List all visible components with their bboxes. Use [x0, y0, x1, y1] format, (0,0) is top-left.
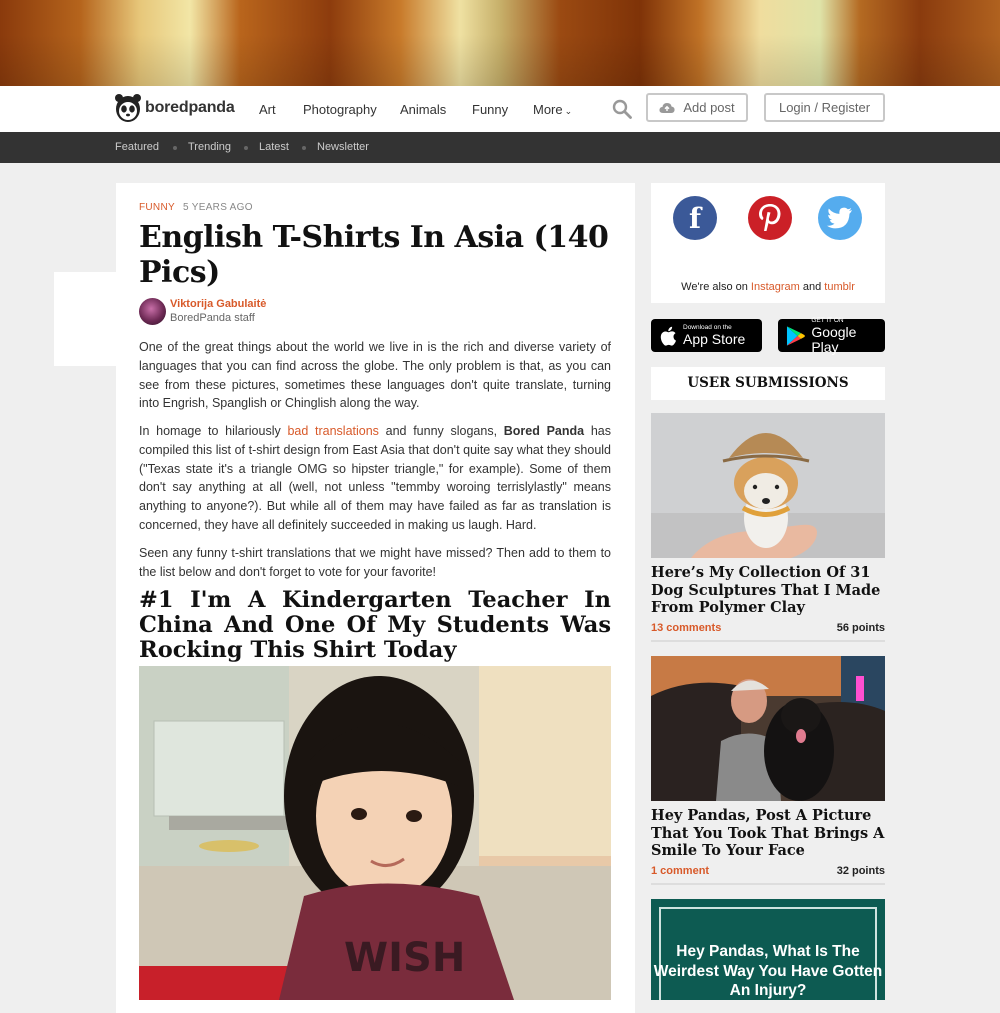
google-play-icon [786, 325, 805, 347]
pinterest-icon[interactable] [748, 196, 792, 240]
p2-text-c: has compiled this list of t-shirt design from East Asia that don't quite say what they should ("Texas state it's a triangle OMG so hipster triangle," for example). Some of them don't say anything at all (well, not unless "temmby woroing terrislylastly" means anything to anyone?). But while all of them may have failed as far as translation is concerned, they have all definitely succeeded in making us laugh. Hard. [139, 424, 611, 532]
subnav-newsletter[interactable]: Newsletter [317, 141, 369, 153]
app-store-button[interactable] [651, 319, 762, 352]
nav-more[interactable] [533, 102, 572, 117]
nav-art[interactable]: Art [259, 102, 276, 117]
article-title: English T-Shirts In Asia (140 Pics) [139, 220, 609, 290]
app-store-text [683, 324, 745, 347]
submission-title[interactable]: Here’s My Collection Of 31 Dog Sculptures That I Made From Polymer Clay [651, 564, 881, 616]
submission-points: 32 points [836, 865, 885, 877]
twitter-bird-icon [827, 207, 853, 229]
site-logo[interactable] [115, 93, 235, 123]
logo-text: boredpanda [145, 99, 235, 116]
nav-more-label: More [533, 102, 563, 117]
nav-photography[interactable]: Photography [303, 102, 377, 117]
search-icon[interactable] [612, 99, 632, 119]
instagram-link[interactable]: Instagram [750, 281, 800, 293]
subnav-latest[interactable]: Latest [259, 141, 289, 153]
author-avatar[interactable] [139, 298, 166, 325]
app-store-big-label: App Store [683, 331, 746, 347]
panda-logo-icon [115, 93, 141, 123]
intro-paragraph-3: Seen any funny t-shirt translations that we might have missed? Then add to them to the list below and don't forget to vote for your favorite! [139, 546, 611, 579]
and-label: and [799, 281, 825, 293]
list-item-title: #1 I'm A Kindergarten Teacher In China And One Of My Students Was Rocking This Shirt Today [139, 587, 611, 663]
top-banner-image [0, 0, 1000, 86]
app-store-small-label: Download on the [683, 324, 732, 331]
google-play-big-label: Google Play [811, 323, 857, 355]
submission-title[interactable]: Hey Pandas, Post A Picture That You Took That Brings A Smile To Your Face [651, 807, 885, 859]
nav-funny[interactable]: Funny [472, 102, 509, 117]
author-role: BoredPanda staff [170, 312, 255, 324]
user-submissions-heading: USER SUBMISSIONS [651, 367, 885, 400]
nav-animals[interactable]: Animals [400, 102, 447, 117]
subnav-separator [244, 146, 248, 150]
facebook-icon[interactable]: f [673, 196, 717, 240]
upload-cloud-icon [659, 102, 675, 114]
p2-text-a: In homage to hilariously [139, 424, 288, 438]
card-divider [651, 640, 885, 642]
submission-points: 56 points [836, 622, 885, 634]
add-post-button[interactable] [646, 93, 748, 122]
p2-text-b: and funny slogans, [378, 424, 504, 438]
google-play-small-label: GET IT ON [811, 316, 844, 324]
list-item-photo[interactable] [139, 666, 611, 1000]
apple-icon [659, 326, 677, 346]
subnav-separator [173, 146, 177, 150]
p2-bold-brand: Bored Panda [503, 424, 585, 438]
submission-comments[interactable]: 13 comments [651, 622, 722, 634]
intro-paragraph-1: One of the great things about the world we live in is the rich and diverse variety of languages that you can find across the globe. The only problem is that, as you can see from these pictures, sometimes these languages don't quite translate, turning into Engrish, Spanglish or Chinglish along the way. [139, 340, 611, 411]
post-age: 5 YEARS AGO [183, 202, 253, 213]
author-name[interactable]: Viktorija Gabulaitė [170, 298, 267, 310]
girl-photo-illustration [139, 666, 611, 1000]
add-post-label: Add post [683, 100, 735, 115]
login-register-button[interactable]: Login / Register [764, 93, 885, 122]
bad-translations-link[interactable]: bad translations [287, 424, 379, 438]
subnav-featured[interactable]: Featured [115, 141, 160, 153]
tumblr-link[interactable]: tumblr [824, 281, 855, 293]
google-play-button[interactable] [778, 316, 885, 355]
shirt-print-text: WISH [344, 935, 466, 981]
dog-sculpture-illustration [651, 413, 885, 558]
side-share-panel [54, 272, 116, 366]
card-divider [651, 883, 885, 885]
intro-paragraph-2 [139, 422, 611, 535]
twitter-icon[interactable] [818, 196, 862, 240]
chevron-down-icon: ⌄ [564, 106, 573, 116]
also-on-label: We're also on [681, 281, 751, 293]
category-tag[interactable]: FUNNY [139, 202, 175, 213]
pinterest-glyph-icon [758, 203, 782, 233]
subnav-separator [302, 146, 306, 150]
man-with-dog-illustration [651, 656, 885, 801]
google-play-text [811, 317, 885, 355]
subnav-trending[interactable]: Trending [188, 141, 232, 153]
submission-image-man-with-dog[interactable] [651, 656, 885, 801]
submission-image-dog-sculpture[interactable] [651, 413, 885, 558]
also-on-text [651, 281, 885, 293]
promo-text[interactable]: Hey Pandas, What Is The Weirdest Way You Have Gotten An Injury? [653, 943, 883, 999]
submission-comments[interactable]: 1 comment [651, 865, 710, 877]
